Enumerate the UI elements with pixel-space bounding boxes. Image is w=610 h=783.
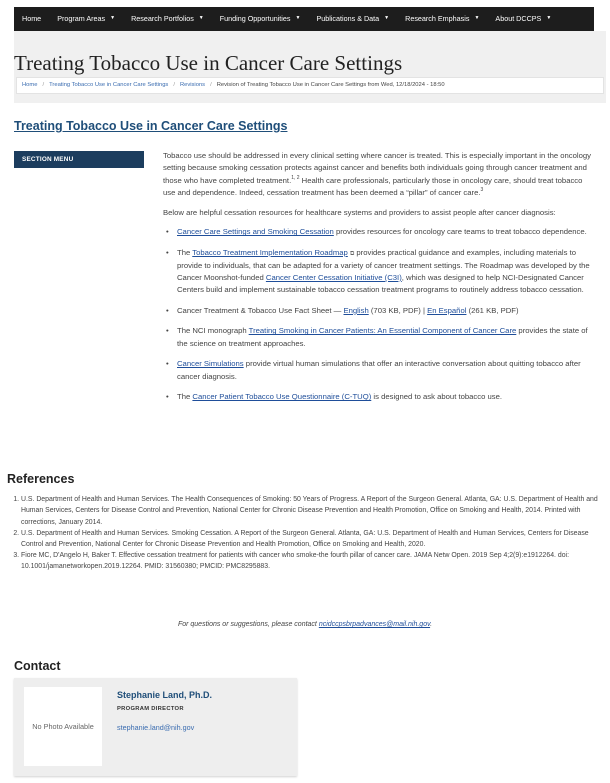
questions-text: For questions or suggestions, please contact: [177, 621, 319, 628]
resource-list: [165, 226, 595, 403]
external-link-icon: ⧉: [349, 250, 355, 257]
nav-item-label: Home: [22, 13, 42, 23]
c3i-link[interactable]: Cancer Center Cessation Initiative (C3I): [265, 273, 402, 282]
breadcrumb-revisions-link[interactable]: Revisions: [179, 82, 206, 89]
list-item-text: is designed to ask about tobacco use.: [371, 392, 503, 402]
list-item-text: , which was designed to help NCI-Designated Cancer Centers build and implement sustainable tobacco cessation treatment programs to routinely address tobacco cessation.: [177, 273, 584, 295]
nav-item-label: Publications & Data: [316, 13, 380, 23]
list-item: [165, 358, 595, 383]
list-item-text: provide virtual human simulations that offer an interactive conversation about quitting tobacco after cancer diagnosis.: [177, 359, 581, 381]
bullet: •: [166, 326, 169, 336]
questions-line: [0, 620, 610, 630]
avatar-placeholder: [24, 687, 102, 766]
caret-down-icon: ▼: [295, 15, 301, 22]
reference-item: 3. Fiore MC, D'Angelo H, Baker T. Effective cessation treatment for patients with cancer who smoke-the fourth pillar of cancer care. JAMA Netw Open. 2019 Sep 4;2(9):e1912264. doi: 10.1001/jamanetworkopen.2019.12264. PMID: 31560380; PMCID: PMC8295883.: [21, 550, 603, 572]
monograph-link[interactable]: Treating Smoking in Cancer Patients: An Essential Component of Cancer Care: [248, 326, 517, 336]
list-item: [165, 226, 595, 238]
breadcrumb: [16, 77, 604, 94]
nav-item-publications-data[interactable]: [316, 14, 389, 24]
nav-item-program-areas[interactable]: [57, 14, 115, 24]
page-title: Treating Tobacco Use in Cancer Care Settings: [14, 51, 403, 75]
breadcrumb-separator: /: [173, 82, 175, 89]
list-item-text: provides the state of the science on treatment approaches.: [177, 326, 588, 348]
list-item-text: Cancer Treatment & Tobacco Use Fact Sheet —: [177, 305, 344, 315]
list-item: [165, 247, 595, 297]
nav-item-label: Research Portfolios: [131, 13, 194, 23]
reference-item: 2. U.S. Department of Health and Human Services. Smoking Cessation. A Report of the Surgeon General. Atlanta, GA: U.S. Department of Health and Human Services, Centers for Disease Control and Prevention, National Center for Chronic Disease Prevention and Health Promotion, Office on Smoking and Health, 2020.: [21, 528, 603, 550]
contact-heading: Contact: [14, 659, 61, 673]
list-item-text: The: [177, 392, 193, 402]
breadcrumb-page-link[interactable]: Treating Tobacco Use in Cancer Care Settings: [49, 82, 169, 89]
list-item: [165, 325, 595, 350]
cancer-care-settings-link[interactable]: Cancer Care Settings and Smoking Cessation: [177, 227, 334, 237]
caret-down-icon: ▼: [546, 15, 552, 22]
intro-paragraph: [163, 150, 595, 200]
bullet: •: [166, 227, 169, 237]
reference-item: 1. U.S. Department of Health and Human Services. The Health Consequences of Smoking: 50 Years of Progress. A Report of the Surgeon General. Atlanta, GA: U.S. Department of Health and Human Services, Centers for Disease Control and Prevention, National Center for Chronic Disease Prevention and Health Promotion, Office on Smoking and Health, 2014. Printed with corrections, January 2014.: [21, 494, 603, 528]
breadcrumb-separator: /: [210, 82, 212, 89]
contact-role: PROGRAM DIRECTOR: [117, 706, 184, 712]
section-menu-button[interactable]: SECTION MENU: [14, 151, 144, 168]
breadcrumb-home-link[interactable]: Home: [22, 82, 38, 89]
c-tuq-link[interactable]: Cancer Patient Tobacco Use Questionnaire (C-TUQ): [192, 392, 372, 402]
caret-down-icon: ▼: [474, 15, 480, 22]
contact-email-link[interactable]: stephanie.land@nih.gov: [117, 723, 195, 732]
no-photo-text: No Photo Available: [32, 721, 94, 731]
list-item-text: (703 KB, PDF) |: [368, 305, 428, 315]
intro-text: Health care professionals, particularly those in oncology care, should treat tobacco use and dependence. Indeed, cessation treatment has been deemed a “pillar” of cancer care.: [163, 175, 583, 198]
references-heading: References: [7, 472, 75, 486]
nav-item-label: About DCCPS: [495, 13, 542, 23]
contact-name: Stephanie Land, Ph.D.: [117, 690, 213, 700]
bullet: •: [166, 305, 169, 315]
list-item: [165, 305, 595, 317]
list-item-text: provides resources for oncology care teams to treat tobacco dependence.: [333, 227, 587, 237]
nav-item-label: Program Areas: [57, 13, 106, 23]
nav-item-funding-opportunities[interactable]: [220, 14, 301, 24]
top-navigation: [14, 7, 594, 31]
references-section: [7, 470, 603, 572]
bullet: •: [166, 392, 169, 402]
contact-card: [14, 678, 297, 776]
content-title-link[interactable]: Treating Tobacco Use in Cancer Care Settings: [14, 119, 288, 133]
nav-item-home[interactable]: [22, 14, 41, 24]
citation-1-2: 1, 2: [291, 174, 300, 181]
page-header: [14, 31, 606, 103]
caret-down-icon: ▼: [384, 15, 390, 22]
breadcrumb-current: Revision of Treating Tobacco Use in Cancer Care Settings from Wed, 12/18/2024 - 18:50: [216, 82, 445, 89]
nav-item-about-dccps[interactable]: [495, 14, 551, 24]
list-item: [165, 391, 595, 403]
citation-3: 3: [480, 187, 484, 194]
cancer-simulations-link[interactable]: Cancer Simulations: [177, 359, 244, 369]
nav-item-research-portfolios[interactable]: [131, 14, 204, 24]
breadcrumb-separator: /: [42, 82, 45, 89]
list-item-text: The NCI monograph: [177, 326, 249, 336]
list-item-text: provides practical guidance and examples, including materials to provide to individuals, that can be adapted for a variety of cancer treatment settings. The Roadmap was developed by the Cancer Moonshot-funded: [177, 247, 590, 282]
roadmap-link[interactable]: Tobacco Treatment Implementation Roadmap: [192, 247, 348, 257]
questions-end: .: [430, 621, 433, 628]
bullet: •: [166, 247, 169, 257]
list-item-text: The: [177, 247, 193, 257]
nav-item-label: Funding Opportunities: [219, 13, 291, 23]
nav-item-research-emphasis[interactable]: [405, 14, 479, 24]
nav-item-label: Research Emphasis: [405, 13, 470, 23]
list-item-text: (261 KB, PDF): [466, 305, 519, 315]
intro-text: Tobacco use should be addressed in every clinical setting where cancer is treated. This is especially important in the oncology setting because smoking cessation protects against cancer and benefits both individuals going through cancer treatment and those who have completed treatment.: [163, 151, 592, 185]
questions-email-link[interactable]: ncidccpsbrpadvances@mail.nih.gov: [318, 621, 431, 628]
lead-paragraph: Below are helpful cessation resources for healthcare systems and providers to assist people after cancer diagnosis:: [163, 207, 556, 217]
fact-sheet-spanish-link[interactable]: En Español: [427, 305, 467, 315]
caret-down-icon: ▼: [110, 15, 116, 22]
caret-down-icon: ▼: [198, 15, 204, 22]
fact-sheet-english-link[interactable]: English: [343, 305, 369, 315]
references-list: [7, 494, 603, 572]
bullet: •: [166, 359, 169, 369]
main-content: [163, 150, 595, 412]
